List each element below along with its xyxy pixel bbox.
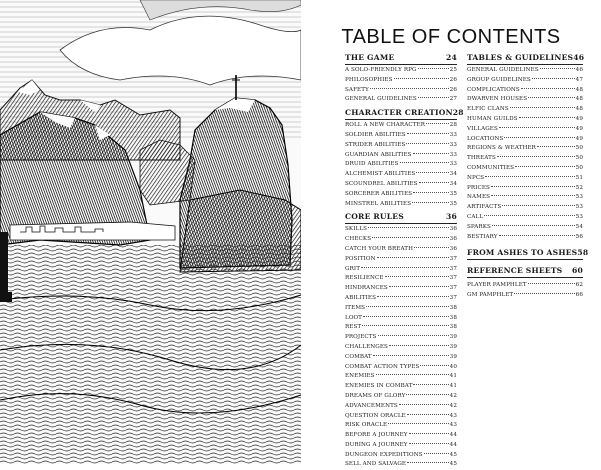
entry-label: COMBAT ACTION TYPES bbox=[345, 363, 420, 370]
entry-page-number: 48 bbox=[575, 96, 583, 103]
entry-page-number: 26 bbox=[449, 86, 457, 93]
toc-entry[interactable] bbox=[345, 245, 457, 255]
toc-entry[interactable] bbox=[467, 105, 583, 115]
entry-page-number: 53 bbox=[575, 213, 583, 220]
dot-leader bbox=[378, 335, 449, 336]
toc-entry[interactable] bbox=[345, 392, 457, 402]
dot-leader bbox=[407, 133, 449, 134]
dot-leader bbox=[528, 283, 575, 284]
dot-leader bbox=[419, 182, 449, 183]
entry-page-number: 62 bbox=[575, 282, 583, 289]
toc-entry[interactable] bbox=[345, 372, 457, 382]
entry-page-number: 37 bbox=[449, 275, 457, 282]
section-title: CORE RULES bbox=[345, 212, 404, 222]
landscape-illustration bbox=[0, 0, 301, 464]
entry-page-number: 45 bbox=[449, 461, 457, 468]
dot-leader bbox=[362, 325, 448, 326]
entry-page-number: 47 bbox=[575, 76, 583, 83]
entry-label: ELFIC CLANS bbox=[467, 106, 509, 113]
entry-label: SORCERER ABILITIES bbox=[345, 190, 413, 197]
dot-leader bbox=[409, 443, 449, 444]
entry-page-number: 49 bbox=[575, 115, 583, 122]
entry-page-number: 38 bbox=[449, 314, 457, 321]
section-page-number: 60 bbox=[572, 266, 583, 276]
toc-entry[interactable] bbox=[345, 170, 457, 180]
entry-page-number: 35 bbox=[449, 190, 457, 197]
dot-leader bbox=[406, 394, 448, 395]
toc-column-left bbox=[345, 52, 464, 470]
entry-page-number: 54 bbox=[575, 223, 583, 230]
entry-page-number: 37 bbox=[449, 294, 457, 301]
toc-entry[interactable] bbox=[467, 233, 583, 243]
dot-leader bbox=[420, 365, 448, 366]
entry-page-number: 44 bbox=[449, 441, 457, 448]
dot-leader bbox=[514, 293, 574, 294]
entry-page-number: 33 bbox=[449, 131, 457, 138]
dot-leader bbox=[515, 166, 575, 167]
section-title: CHARACTER CREATION bbox=[345, 108, 453, 118]
toc-entry[interactable] bbox=[345, 343, 457, 353]
dot-leader bbox=[407, 462, 449, 463]
dot-leader bbox=[407, 414, 449, 415]
toc-entry[interactable] bbox=[345, 382, 457, 392]
dot-leader bbox=[370, 88, 449, 89]
entry-page-number: 49 bbox=[575, 135, 583, 142]
entry-page-number: 53 bbox=[575, 194, 583, 201]
entry-page-number: 36 bbox=[449, 236, 457, 243]
entry-page-number: 37 bbox=[449, 255, 457, 262]
entry-label: HINDRANCES bbox=[345, 285, 388, 292]
toc-section bbox=[345, 211, 457, 470]
section-page-number: 28 bbox=[452, 108, 464, 118]
entry-label: GUARDIAN ABILITIES bbox=[345, 151, 412, 158]
entry-page-number: 39 bbox=[449, 343, 457, 350]
entry-page-number: 26 bbox=[449, 76, 457, 83]
entry-label: DWARVEN HOUSES bbox=[467, 96, 528, 103]
entry-label: DREAMS OF GLORY bbox=[345, 392, 406, 399]
entry-label: RISK ORACLE bbox=[345, 422, 388, 429]
entry-label: GM PAMPHLET bbox=[467, 292, 514, 299]
entry-label: ADVANCEMENTS bbox=[345, 402, 398, 409]
dot-leader bbox=[492, 225, 575, 226]
entry-label: CATCH YOUR BREATH bbox=[345, 245, 414, 252]
entry-label: MINSTREL ABILITIES bbox=[345, 200, 412, 207]
entry-label: GENERAL GUIDELINES bbox=[345, 96, 417, 103]
toc-section-heading[interactable] bbox=[345, 52, 457, 65]
entry-page-number: 40 bbox=[449, 363, 457, 370]
dot-leader bbox=[368, 227, 449, 228]
dot-leader bbox=[528, 97, 575, 98]
entry-page-number: 25 bbox=[449, 67, 457, 73]
entry-label: GENERAL GUIDELINES bbox=[467, 67, 539, 73]
dot-leader bbox=[413, 192, 448, 193]
toc-entry[interactable] bbox=[345, 141, 457, 151]
entry-page-number: 41 bbox=[449, 373, 457, 380]
dot-leader bbox=[499, 127, 575, 128]
toc-section bbox=[467, 265, 583, 301]
entry-page-number: 41 bbox=[449, 383, 457, 390]
toc-entry[interactable] bbox=[467, 95, 583, 105]
toc-entry[interactable] bbox=[345, 151, 457, 161]
toc-entry[interactable] bbox=[345, 160, 457, 170]
dot-leader bbox=[389, 345, 449, 346]
toc-entry[interactable] bbox=[345, 86, 457, 96]
toc-entry[interactable] bbox=[467, 174, 583, 184]
toc-entry[interactable] bbox=[345, 180, 457, 190]
entry-label: ALCHEMIST ABILITIES bbox=[345, 171, 416, 178]
entry-label: COMMUNITIES bbox=[467, 164, 515, 171]
toc-entry[interactable] bbox=[345, 323, 457, 333]
dot-leader bbox=[400, 162, 449, 163]
entry-page-number: 50 bbox=[575, 155, 583, 162]
toc-entry[interactable] bbox=[345, 235, 457, 245]
toc-entry[interactable] bbox=[345, 131, 457, 141]
toc-entry[interactable] bbox=[345, 265, 457, 275]
dot-leader bbox=[399, 404, 449, 405]
entry-page-number: 37 bbox=[449, 285, 457, 292]
dot-leader bbox=[412, 202, 449, 203]
dot-leader bbox=[406, 143, 448, 144]
toc-section bbox=[467, 247, 589, 260]
toc-page bbox=[301, 0, 601, 468]
toc-section-heading[interactable] bbox=[467, 247, 589, 260]
toc-section bbox=[345, 52, 457, 105]
entry-label: POSITION bbox=[345, 255, 376, 262]
entry-label: COMPLICATIONS bbox=[467, 86, 520, 93]
dot-leader bbox=[424, 453, 449, 454]
entry-label: REST bbox=[345, 324, 362, 331]
entry-page-number: 42 bbox=[449, 402, 457, 409]
toc-entry[interactable] bbox=[345, 353, 457, 363]
entry-label: LOCATIONS bbox=[467, 135, 504, 142]
toc-entry[interactable] bbox=[467, 76, 583, 86]
entry-page-number: 34 bbox=[449, 171, 457, 178]
entry-label: ROLL A NEW CHARACTER bbox=[345, 122, 426, 129]
entry-label: NPCS bbox=[467, 174, 485, 181]
toc-entry[interactable] bbox=[345, 363, 457, 373]
entry-label: THREATS bbox=[467, 155, 496, 162]
dot-leader bbox=[385, 276, 449, 277]
dot-leader bbox=[366, 306, 449, 307]
section-page-number: 58 bbox=[577, 248, 589, 258]
page-title: TABLE OF CONTENTS bbox=[341, 26, 561, 48]
toc-entry[interactable] bbox=[345, 66, 457, 76]
toc-section-heading[interactable] bbox=[467, 265, 583, 278]
toc-section bbox=[345, 107, 464, 209]
entry-page-number: 49 bbox=[575, 125, 583, 132]
toc-entry[interactable] bbox=[467, 66, 583, 76]
entry-label: CALL bbox=[467, 213, 484, 220]
entry-label: NAMES bbox=[467, 194, 491, 201]
entry-label: BEFORE A JOURNEY bbox=[345, 432, 408, 439]
entry-page-number: 39 bbox=[449, 353, 457, 360]
dot-leader bbox=[361, 267, 449, 268]
dot-leader bbox=[426, 123, 449, 124]
dot-leader bbox=[418, 97, 449, 98]
toc-entry[interactable] bbox=[467, 281, 583, 291]
toc-entry[interactable] bbox=[467, 125, 583, 135]
toc-entry[interactable] bbox=[345, 190, 457, 200]
entry-label: ABILITIES bbox=[345, 294, 377, 301]
toc-entry[interactable] bbox=[345, 314, 457, 324]
toc-entry[interactable] bbox=[345, 412, 457, 422]
dot-leader bbox=[540, 68, 575, 69]
dot-leader bbox=[373, 355, 449, 356]
toc-entry[interactable] bbox=[345, 441, 457, 451]
dot-leader bbox=[418, 68, 449, 69]
toc-entry[interactable] bbox=[345, 451, 457, 461]
toc-section-heading[interactable] bbox=[467, 52, 583, 65]
toc-entry[interactable] bbox=[467, 203, 583, 213]
entry-label: GROUP GUIDELINES bbox=[467, 76, 531, 83]
entry-page-number: 50 bbox=[575, 145, 583, 152]
dot-leader bbox=[519, 117, 575, 118]
fjord-drawing bbox=[0, 0, 301, 464]
entry-page-number: 34 bbox=[449, 180, 457, 187]
toc-entry[interactable] bbox=[467, 184, 583, 194]
dot-leader bbox=[377, 296, 449, 297]
dot-leader bbox=[394, 78, 449, 79]
toc-entry[interactable] bbox=[345, 304, 457, 314]
entry-label: RESILIENCE bbox=[345, 275, 384, 282]
toc-entry[interactable] bbox=[467, 193, 583, 203]
entry-label: CHECKS bbox=[345, 236, 372, 243]
toc-entry[interactable] bbox=[467, 115, 583, 125]
toc-entry[interactable] bbox=[345, 274, 457, 284]
entry-label: LOOT bbox=[345, 314, 363, 321]
entry-label: DRUID ABILITIES bbox=[345, 161, 399, 168]
entry-label: QUESTION ORACLE bbox=[345, 412, 406, 419]
toc-entry[interactable] bbox=[345, 294, 457, 304]
dot-leader bbox=[376, 374, 449, 375]
entry-page-number: 36 bbox=[449, 226, 457, 233]
dot-leader bbox=[532, 78, 575, 79]
entry-label: PHILOSOPHIES bbox=[345, 76, 393, 83]
toc-entry[interactable] bbox=[345, 76, 457, 86]
entry-label: DUNGEON EXPEDITIONS bbox=[345, 451, 423, 458]
dot-leader bbox=[388, 423, 448, 424]
dot-leader bbox=[485, 176, 575, 177]
entry-page-number: 33 bbox=[449, 141, 457, 148]
entry-page-number: 53 bbox=[575, 204, 583, 211]
section-title: REFERENCE SHEETS bbox=[467, 266, 563, 276]
entry-label: CHALLENGES bbox=[345, 343, 388, 350]
toc-entry[interactable] bbox=[345, 95, 457, 105]
entry-page-number: 28 bbox=[449, 122, 457, 129]
entry-page-number: 33 bbox=[449, 151, 457, 158]
toc-section-heading[interactable] bbox=[345, 211, 457, 224]
entry-label: PRICES bbox=[467, 184, 490, 191]
entry-label: ENEMIES bbox=[345, 373, 375, 380]
entry-label: A SOLO-FRIENDLY RPG bbox=[345, 67, 417, 73]
entry-label: ARTIFACTS bbox=[467, 204, 502, 211]
entry-page-number: 39 bbox=[449, 334, 457, 341]
toc-entry[interactable] bbox=[345, 402, 457, 412]
entry-page-number: 35 bbox=[449, 200, 457, 207]
entry-label: VILLAGES bbox=[467, 125, 498, 132]
dot-leader bbox=[409, 433, 449, 434]
dot-leader bbox=[377, 257, 449, 258]
entry-label: PLAYER PAMPHLET bbox=[467, 282, 527, 289]
dot-leader bbox=[497, 156, 575, 157]
dot-leader bbox=[389, 286, 449, 287]
entry-page-number: 42 bbox=[449, 392, 457, 399]
dot-leader bbox=[363, 316, 449, 317]
dot-leader bbox=[413, 153, 449, 154]
section-page-number: 24 bbox=[446, 53, 457, 62]
dot-leader bbox=[499, 235, 575, 236]
entry-label: SKILLS bbox=[345, 226, 368, 233]
toc-entry[interactable] bbox=[467, 291, 583, 301]
section-page-number: 36 bbox=[446, 212, 457, 222]
toc-entry[interactable] bbox=[345, 121, 457, 131]
dot-leader bbox=[414, 247, 449, 248]
section-page-number: 46 bbox=[573, 53, 585, 62]
entry-label: STRIDER ABILITIES bbox=[345, 141, 406, 148]
dot-leader bbox=[502, 205, 574, 206]
toc-entry[interactable] bbox=[345, 200, 457, 210]
entry-page-number: 43 bbox=[449, 422, 457, 429]
toc-entry[interactable] bbox=[345, 284, 457, 294]
entry-page-number: 51 bbox=[575, 174, 583, 181]
entry-label: BESTIARY bbox=[467, 233, 498, 240]
entry-page-number: 33 bbox=[449, 161, 457, 168]
dot-leader bbox=[491, 195, 575, 196]
entry-page-number: 66 bbox=[575, 292, 583, 299]
entry-label: ITEMS bbox=[345, 304, 366, 311]
entry-page-number: 46 bbox=[575, 67, 583, 73]
toc-section bbox=[467, 52, 583, 242]
entry-page-number: 45 bbox=[449, 451, 457, 458]
entry-page-number: 48 bbox=[575, 106, 583, 113]
toc-entry[interactable] bbox=[467, 135, 583, 145]
dot-leader bbox=[491, 186, 575, 187]
dot-leader bbox=[484, 215, 575, 216]
toc-entry[interactable] bbox=[345, 255, 457, 265]
dot-leader bbox=[521, 88, 575, 89]
entry-label: REGIONS & WEATHER bbox=[467, 145, 536, 152]
entry-page-number: 37 bbox=[449, 265, 457, 272]
entry-page-number: 48 bbox=[575, 86, 583, 93]
toc-entry[interactable] bbox=[467, 223, 583, 233]
entry-label: SPARKS bbox=[467, 223, 491, 230]
entry-label: SELL AND SALVAGE bbox=[345, 461, 407, 468]
toc-entry[interactable] bbox=[467, 164, 583, 174]
entry-label: SOLDIER ABILITIES bbox=[345, 131, 406, 138]
entry-label: SAFETY bbox=[345, 86, 369, 93]
toc-entry[interactable] bbox=[467, 154, 583, 164]
toc-entry[interactable] bbox=[345, 421, 457, 431]
section-title: TABLES & GUIDELINES bbox=[467, 53, 574, 62]
toc-section-heading[interactable] bbox=[345, 107, 464, 120]
entry-label: SCOUNDREL ABILITIES bbox=[345, 180, 418, 187]
dot-leader bbox=[510, 107, 575, 108]
toc-entry[interactable] bbox=[345, 460, 457, 470]
toc-entry[interactable] bbox=[345, 333, 457, 343]
section-title: THE GAME bbox=[345, 53, 395, 62]
entry-label: GRIT bbox=[345, 265, 361, 272]
entry-page-number: 50 bbox=[575, 164, 583, 171]
entry-page-number: 56 bbox=[575, 233, 583, 240]
entry-label: PROJECTS bbox=[345, 334, 377, 341]
entry-label: HUMAN GUILDS bbox=[467, 115, 518, 122]
dot-leader bbox=[372, 237, 449, 238]
dot-leader bbox=[416, 172, 448, 173]
toc-column-right bbox=[467, 52, 589, 301]
entry-label: COMBAT bbox=[345, 353, 372, 360]
dot-leader bbox=[504, 137, 574, 138]
entry-page-number: 38 bbox=[449, 324, 457, 331]
toc-entry[interactable] bbox=[467, 213, 583, 223]
entry-page-number: 36 bbox=[449, 245, 457, 252]
entry-page-number: 44 bbox=[449, 432, 457, 439]
toc-entry[interactable] bbox=[345, 225, 457, 235]
entry-page-number: 27 bbox=[449, 96, 457, 103]
entry-label: DURING A JOURNEY bbox=[345, 441, 408, 448]
toc-entry[interactable] bbox=[345, 431, 457, 441]
entry-page-number: 38 bbox=[449, 304, 457, 311]
section-title: FROM ASHES TO ASHES bbox=[467, 248, 578, 258]
entry-page-number: 52 bbox=[575, 184, 583, 191]
dot-leader bbox=[537, 146, 575, 147]
entry-label: ENEMIES IN COMBAT bbox=[345, 383, 413, 390]
toc-entry[interactable] bbox=[467, 86, 583, 96]
entry-page-number: 43 bbox=[449, 412, 457, 419]
toc-entry[interactable] bbox=[467, 144, 583, 154]
dot-leader bbox=[413, 384, 448, 385]
